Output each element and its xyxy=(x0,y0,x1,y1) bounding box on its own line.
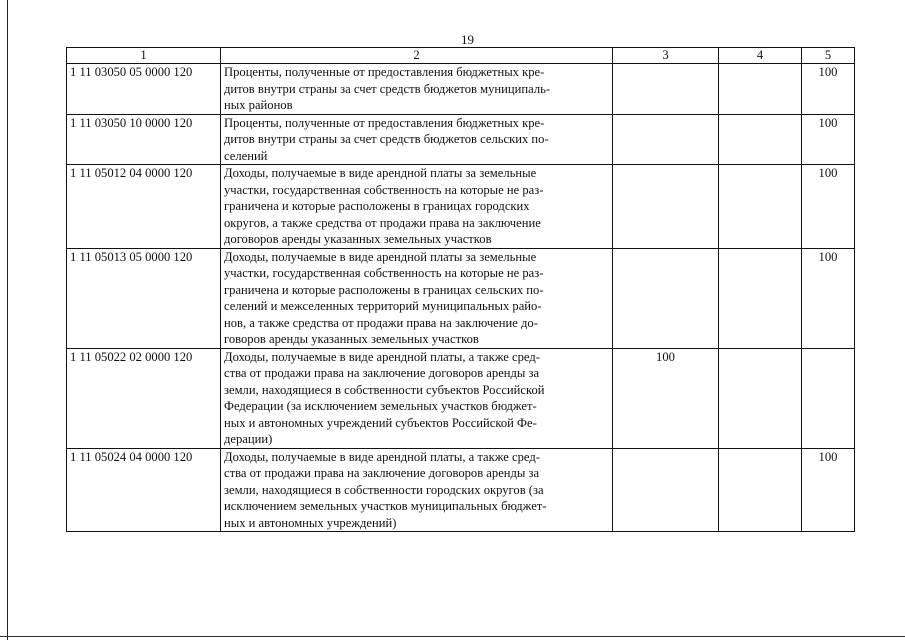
description-line: договоров аренды указанных земельных участков xyxy=(224,232,492,246)
col3-value xyxy=(613,165,719,249)
table-row xyxy=(67,165,855,249)
header-col-1: 1 xyxy=(67,48,221,64)
col5-value: 100 xyxy=(802,114,855,165)
header-col-2: 2 xyxy=(221,48,613,64)
budget-code: 1 11 05022 02 0000 120 xyxy=(67,348,221,448)
description-line: исключением земельных участков муниципальных бюджет- xyxy=(224,499,547,513)
col4-value xyxy=(719,114,802,165)
description-line: Федерации (за исключением земельных участков бюджет- xyxy=(224,399,537,413)
col5-value: 100 xyxy=(802,448,855,532)
description-line: дитов внутри страны за счет средств бюджетов муниципаль- xyxy=(224,81,551,96)
description-line: граничена и которые расположены в границах сельских по- xyxy=(224,282,544,297)
budget-code: 1 11 05024 04 0000 120 xyxy=(67,448,221,532)
col4-value xyxy=(719,448,802,532)
budget-code: 1 11 05013 05 0000 120 xyxy=(67,248,221,348)
description-line: Доходы, получаемые в виде арендной платы, а также сред- xyxy=(224,449,540,464)
scan-left-border xyxy=(7,0,8,640)
col3-value xyxy=(613,114,719,165)
description-line: ных и автономных учреждений) xyxy=(224,515,397,530)
col4-value xyxy=(719,165,802,249)
description-line: ства от продажи права на заключение договоров аренды за xyxy=(224,466,540,480)
revenue-description xyxy=(221,248,613,348)
budget-code: 1 11 03050 05 0000 120 xyxy=(67,64,221,115)
col3-value xyxy=(613,448,719,532)
description-line: участки, государственная собственность на которые не раз- xyxy=(224,266,544,280)
header-col-3: 3 xyxy=(613,48,719,64)
table-row xyxy=(67,248,855,348)
table-row xyxy=(67,64,855,115)
budget-revenue-table xyxy=(66,47,855,532)
col5-value: 100 xyxy=(802,64,855,115)
revenue-description xyxy=(221,114,613,165)
description-line: Проценты, полученные от предоставления бюджетных кре- xyxy=(224,115,545,130)
header-col-5: 5 xyxy=(802,48,855,64)
revenue-description xyxy=(221,64,613,115)
col4-value xyxy=(719,348,802,448)
col3-value: 100 xyxy=(613,348,719,448)
description-line: округов, а также средства от продажи права на заключение xyxy=(224,215,541,230)
description-line: нов, а также средства от продажи права на заключение до- xyxy=(224,315,538,330)
table-row xyxy=(67,114,855,165)
col3-value xyxy=(613,248,719,348)
header-col-4: 4 xyxy=(719,48,802,64)
col5-value: 100 xyxy=(802,248,855,348)
description-line: земли, находящиеся в собственности субъектов Российской xyxy=(224,382,545,397)
description-line: дерации) xyxy=(224,432,273,446)
col3-value xyxy=(613,64,719,115)
description-line: ных районов xyxy=(224,98,293,112)
page-number: 19 xyxy=(461,32,474,47)
description-line: граничена и которые расположены в границах городских xyxy=(224,199,530,213)
col5-value xyxy=(802,348,855,448)
table-header-row xyxy=(67,48,855,64)
revenue-description xyxy=(221,348,613,448)
description-line: дитов внутри страны за счет средств бюджетов сельских по- xyxy=(224,132,549,146)
description-line: участки, государственная собственность на которые не раз- xyxy=(224,182,544,197)
col4-value xyxy=(719,248,802,348)
description-line: селений и межселенных территорий муниципальных райо- xyxy=(224,299,542,313)
budget-code: 1 11 03050 10 0000 120 xyxy=(67,114,221,165)
col5-value: 100 xyxy=(802,165,855,249)
description-line: ства от продажи права на заключение договоров аренды за xyxy=(224,366,540,380)
table-row xyxy=(67,448,855,532)
description-line: Доходы, получаемые в виде арендной платы, а также сред- xyxy=(224,349,540,364)
revenue-description xyxy=(221,448,613,532)
table-row xyxy=(67,348,855,448)
description-line: Доходы, получаемые в виде арендной платы за земельные xyxy=(224,249,537,264)
description-line: Проценты, полученные от предоставления бюджетных кре- xyxy=(224,65,545,79)
revenue-description xyxy=(221,165,613,249)
budget-code: 1 11 05012 04 0000 120 xyxy=(67,165,221,249)
description-line: ных и автономных учреждений субъектов Российской Фе- xyxy=(224,415,537,430)
scan-bottom-border xyxy=(0,636,905,637)
description-line: земли, находящиеся в собственности городских округов (за xyxy=(224,482,544,497)
description-line: говоров аренды указанных земельных участков xyxy=(224,332,479,346)
description-line: селений xyxy=(224,148,268,163)
col4-value xyxy=(719,64,802,115)
description-line: Доходы, получаемые в виде арендной платы за земельные xyxy=(224,166,537,180)
